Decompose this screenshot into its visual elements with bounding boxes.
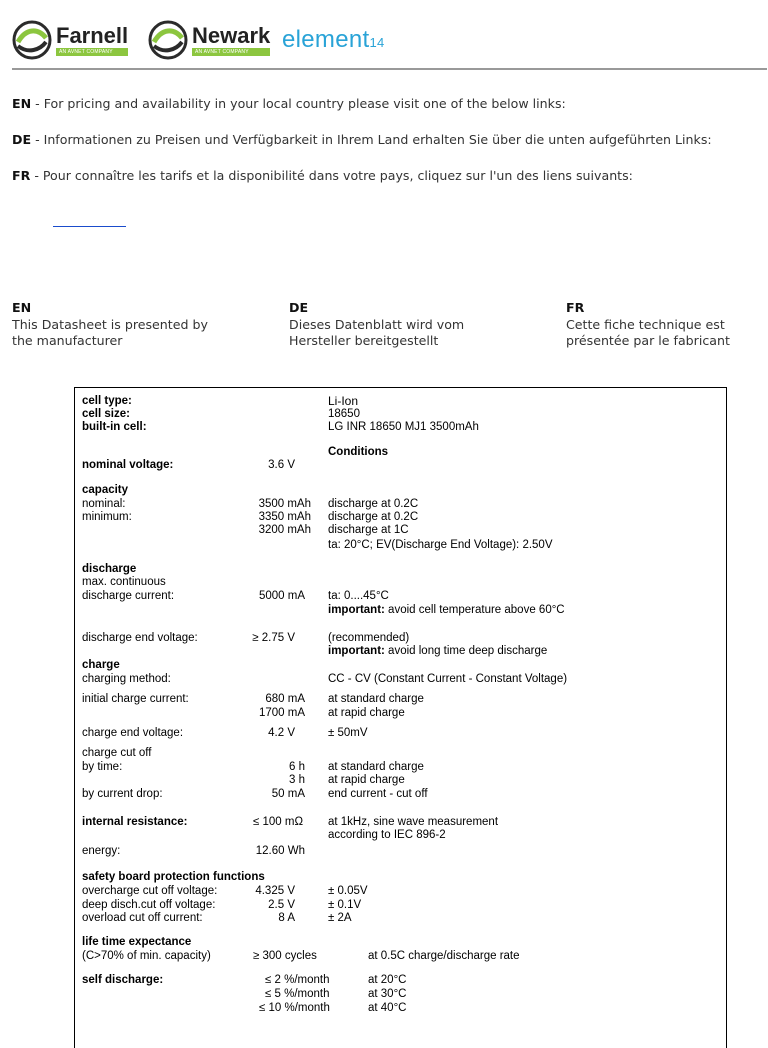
newark-swirl-icon bbox=[148, 20, 188, 60]
self-c2: at 30°C bbox=[368, 988, 407, 1000]
charge-initial1-cond: at standard charge bbox=[328, 693, 424, 705]
col-en-text: This Datasheet is presented by the manufacturer bbox=[12, 317, 208, 348]
charge-bycurrent-cond: end current - cut off bbox=[328, 788, 428, 800]
intro-de: DE - Informationen zu Preisen und Verfügbarkeit in Ihrem Land erhalten Sie über die unten aufgeführten Links: bbox=[12, 132, 712, 147]
capacity-minimum-label: minimum: bbox=[82, 511, 132, 523]
energy-value: 12.60 Wh bbox=[255, 845, 305, 857]
datasheet-box bbox=[74, 387, 727, 1048]
charge-endv-label: charge end voltage: bbox=[82, 727, 184, 739]
deep-cond: ± 0.1V bbox=[328, 899, 362, 911]
element14-suffix: 14 bbox=[369, 35, 385, 50]
charge-bycurrent-label: by current drop: bbox=[82, 788, 163, 800]
intro-fr: FR - Pour connaître les tarifs et la disponibilité dans votre pays, cliquez sur l'un des liens suivants: bbox=[12, 168, 633, 183]
discharge-heading: discharge bbox=[82, 563, 137, 575]
charge-method-value: CC - CV (Constant Current - Constant Voltage) bbox=[328, 673, 568, 685]
capacity-third-cond: discharge at 1C bbox=[328, 524, 409, 536]
resistance-cond2: according to IEC 896-2 bbox=[328, 829, 446, 841]
farnell-logo bbox=[12, 20, 128, 60]
overcharge-label: overcharge cut off voltage: bbox=[82, 885, 218, 897]
cell-size-value: 18650 bbox=[328, 408, 360, 420]
charge-initial2-cond: at rapid charge bbox=[328, 707, 405, 719]
self-v3: ≤ 10 %/month bbox=[259, 1002, 330, 1014]
discharge-maxcont-label: max. continuous bbox=[82, 576, 166, 588]
discharge-important: important: avoid cell temperature above 60°C bbox=[328, 604, 565, 616]
builtin-label: built-in cell: bbox=[82, 421, 147, 433]
energy-label: energy: bbox=[82, 845, 121, 857]
charge-bytime2-cond: at rapid charge bbox=[328, 774, 405, 786]
cell-size-label: cell size: bbox=[82, 408, 130, 420]
deep-value: 2.5 V bbox=[268, 899, 295, 911]
farnell-swirl-icon bbox=[12, 20, 52, 60]
col-fr-code: FR bbox=[566, 300, 585, 315]
charge-endv-value: 4.2 V bbox=[268, 727, 295, 739]
farnell-name: Farnell bbox=[56, 22, 129, 48]
capacity-third-value: 3200 mAh bbox=[258, 524, 311, 536]
builtin-value: LG INR 18650 MJ1 3500mAh bbox=[328, 421, 479, 433]
nominal-voltage-value: 3.6 V bbox=[268, 459, 295, 471]
discharge-endv-value: ≥ 2.75 V bbox=[252, 632, 295, 644]
newark-name: Newark bbox=[192, 22, 271, 48]
capacity-minimum-cond: discharge at 0.2C bbox=[328, 511, 419, 523]
col-de-text: Dieses Datenblatt wird vom Hersteller bereitgestellt bbox=[289, 317, 465, 348]
self-c3: at 40°C bbox=[368, 1002, 407, 1014]
discharge-current-label: discharge current: bbox=[82, 590, 175, 602]
intro-en: EN - For pricing and availability in your local country please visit one of the below links: bbox=[12, 96, 566, 111]
overcharge-value: 4.325 V bbox=[255, 885, 295, 897]
self-c1: at 20°C bbox=[368, 974, 407, 986]
self-v1: ≤ 2 %/month bbox=[265, 974, 330, 986]
self-v2: ≤ 5 %/month bbox=[265, 988, 330, 1000]
capacity-note: ta: 20°C; EV(Discharge End Voltage): 2.50V bbox=[328, 539, 553, 551]
overload-label: overload cut off current: bbox=[82, 912, 203, 924]
cell-type-value: Li-Ion bbox=[328, 394, 359, 408]
farnell-tag: AN AVNET COMPANY bbox=[56, 48, 128, 56]
charge-bytime-label: by time: bbox=[82, 761, 123, 773]
newark-logo bbox=[148, 20, 270, 60]
life-value: ≥ 300 cycles bbox=[253, 950, 317, 962]
resistance-value: ≤ 100 mΩ bbox=[253, 816, 304, 828]
safety-heading: safety board protection functions bbox=[82, 871, 265, 883]
conditions-heading: Conditions bbox=[328, 446, 389, 458]
discharge-endv-label: discharge end voltage: bbox=[82, 632, 198, 644]
resistance-cond1: at 1kHz, sine wave measurement bbox=[328, 816, 499, 828]
nominal-voltage-label: nominal voltage: bbox=[82, 459, 174, 471]
charge-bytime1-value: 6 h bbox=[289, 761, 305, 773]
capacity-nominal-label: nominal: bbox=[82, 498, 126, 510]
newark-tag: AN AVNET COMPANY bbox=[192, 48, 270, 56]
cell-type-label: cell type: bbox=[82, 395, 132, 407]
charge-initial2-value: 1700 mA bbox=[258, 707, 305, 719]
charge-method-label: charging method: bbox=[82, 673, 171, 685]
charge-heading: charge bbox=[82, 659, 120, 671]
deep-label: deep disch.cut off voltage: bbox=[82, 899, 216, 911]
resistance-label: internal resistance: bbox=[82, 816, 188, 828]
charge-initial1-value: 680 mA bbox=[265, 693, 305, 705]
discharge-current-cond: ta: 0....45°C bbox=[328, 590, 389, 602]
charge-cutoff-label: charge cut off bbox=[82, 747, 152, 759]
element14-name: element bbox=[282, 26, 370, 53]
capacity-nominal-value: 3500 mAh bbox=[258, 498, 311, 510]
charge-initial-label: initial charge current: bbox=[82, 693, 189, 705]
capacity-nominal-cond: discharge at 0.2C bbox=[328, 498, 419, 510]
col-de-code: DE bbox=[289, 300, 309, 315]
charge-endv-cond: ± 50mV bbox=[328, 727, 368, 739]
country-link[interactable] bbox=[53, 226, 126, 227]
header-divider bbox=[12, 68, 767, 70]
overcharge-cond: ± 0.05V bbox=[328, 885, 368, 897]
charge-bytime1-cond: at standard charge bbox=[328, 761, 424, 773]
life-heading: life time expectance bbox=[82, 936, 192, 948]
capacity-heading: capacity bbox=[82, 484, 129, 496]
discharge-endv-cond: (recommended) bbox=[328, 632, 410, 644]
overload-value: 8 A bbox=[278, 912, 295, 924]
life-cond: at 0.5C charge/discharge rate bbox=[368, 950, 520, 962]
charge-bycurrent-value: 50 mA bbox=[271, 788, 305, 800]
element14-logo bbox=[282, 20, 385, 60]
overload-cond: ± 2A bbox=[328, 912, 352, 924]
discharge-current-value: 5000 mA bbox=[258, 590, 305, 602]
capacity-minimum-value: 3350 mAh bbox=[258, 511, 311, 523]
life-label: (C>70% of min. capacity) bbox=[82, 950, 211, 962]
col-en-code: EN bbox=[12, 300, 32, 315]
discharge-important2: important: avoid long time deep discharge bbox=[328, 645, 548, 657]
col-fr-text: Cette fiche technique est présentée par le fabricant bbox=[566, 317, 730, 348]
self-discharge-label: self discharge: bbox=[82, 974, 164, 986]
charge-bytime2-value: 3 h bbox=[289, 774, 305, 786]
